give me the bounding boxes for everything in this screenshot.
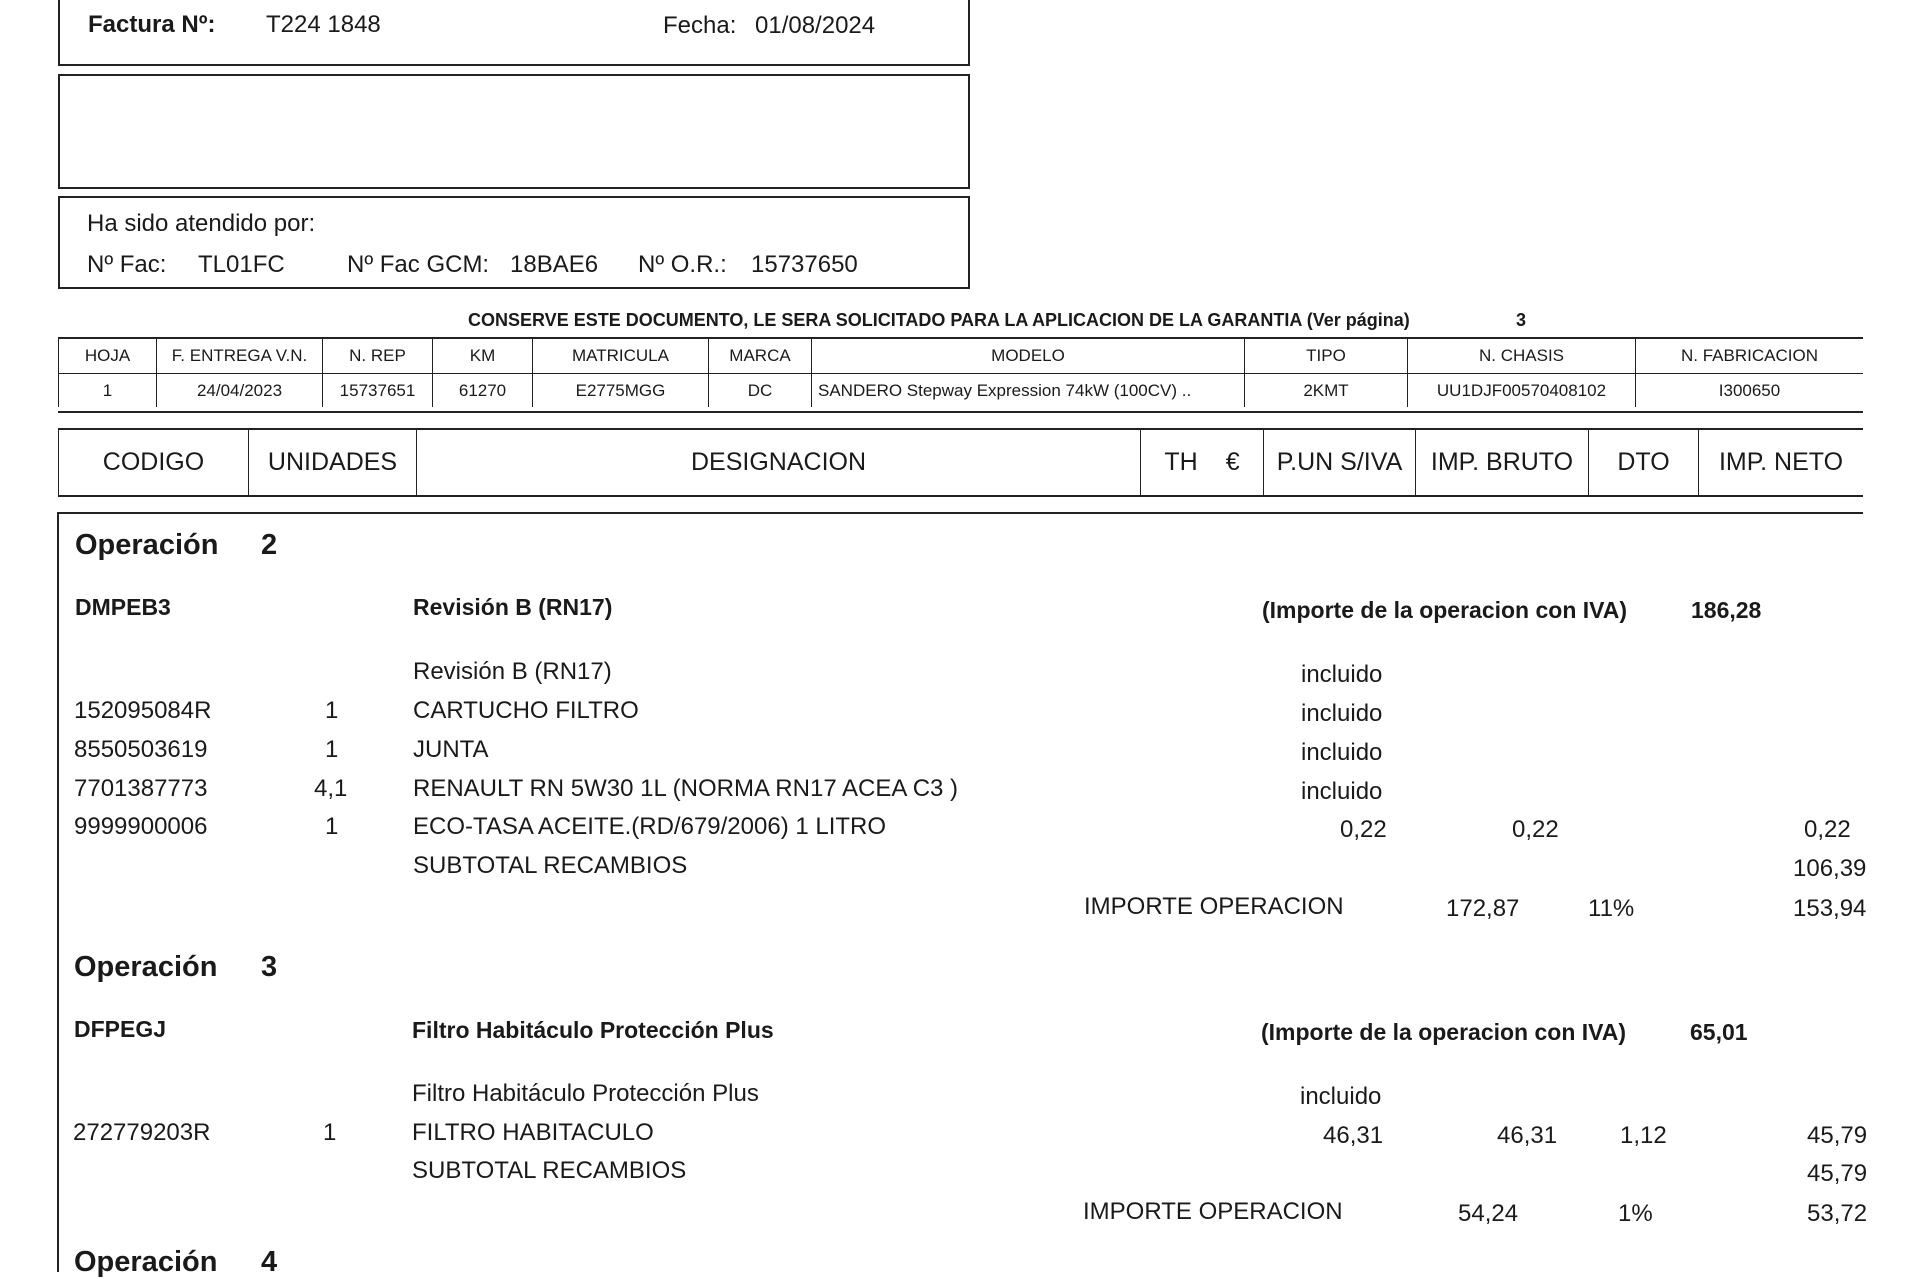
vt-header-marca: MARCA [708, 339, 811, 373]
vt-value-entrega: 24/04/2023 [156, 374, 322, 407]
op2-line2-pun: incluido [1301, 700, 1383, 727]
op2-line5-code: 9999900006 [74, 813, 208, 840]
op2-line1-desc: Revisión B (RN17) [413, 658, 612, 685]
operation-3-code: DFPEGJ [74, 1016, 167, 1042]
op2-line2-code: 152095084R [74, 697, 212, 724]
col-euro: € [1225, 448, 1240, 476]
col-pun: P.UN S/IVA [1263, 430, 1415, 495]
invoice-date-value: 01/08/2024 [755, 12, 876, 39]
vt-value-km: 61270 [432, 374, 532, 407]
vt-header-matricula: MATRICULA [532, 339, 708, 373]
op3-line2-pun: 46,31 [1323, 1122, 1384, 1149]
vt-header-tipo: TIPO [1244, 339, 1407, 373]
operation-2-iva-value: 186,28 [1691, 597, 1762, 623]
vt-value-matricula: E2775MGG [532, 374, 708, 407]
vt-header-km: KM [432, 339, 532, 373]
invoice-date-label: Fecha: [663, 12, 737, 39]
col-designacion: DESIGNACION [416, 430, 1140, 495]
op2-line3-desc: JUNTA [413, 736, 489, 763]
col-neto: IMP. NETO [1698, 430, 1863, 495]
operation-4-label: Operación [74, 1246, 218, 1278]
or-label: Nº O.R.: [638, 251, 727, 278]
op3-subtotal-label: SUBTOTAL RECAMBIOS [412, 1157, 687, 1184]
op2-line5-pun: 0,22 [1340, 816, 1387, 843]
op2-importe-label: IMPORTE OPERACION [1084, 893, 1344, 920]
op3-importe-neto: 53,72 [1807, 1200, 1868, 1227]
vt-value-nrep: 15737651 [322, 374, 432, 407]
vt-value-modelo: SANDERO Stepway Expression 74kW (100CV) .. [811, 374, 1244, 407]
invoice-number-value: T224 1848 [266, 11, 381, 38]
blank-address-box [58, 74, 970, 189]
op2-line1-pun: incluido [1301, 661, 1383, 688]
vt-value-chasis: UU1DJF00570408102 [1407, 374, 1635, 407]
operations-body [57, 512, 1863, 1272]
vt-header-nrep: N. REP [322, 339, 432, 373]
op2-line5-desc: ECO-TASA ACEITE.(RD/679/2006) 1 LITRO [413, 813, 887, 840]
col-bruto: IMP. BRUTO [1415, 430, 1588, 495]
gcm-label: Nº Fac GCM: [347, 251, 490, 278]
op2-line4-pun: incluido [1301, 778, 1383, 805]
op3-line2-code: 272779203R [73, 1119, 211, 1146]
op2-line2-desc: CARTUCHO FILTRO [413, 697, 639, 724]
op2-line3-units: 1 [325, 736, 339, 763]
op2-subtotal-label: SUBTOTAL RECAMBIOS [413, 852, 688, 879]
vt-value-marca: DC [708, 374, 811, 407]
col-th-euro [1140, 430, 1263, 495]
operation-2-label: Operación [75, 529, 219, 561]
vt-header-hoja: HOJA [58, 339, 156, 373]
operation-3-iva-value: 65,01 [1690, 1019, 1748, 1045]
op2-line4-desc: RENAULT RN 5W30 1L (NORMA RN17 ACEA C3 ) [413, 775, 959, 802]
op3-importe-dto: 1% [1618, 1200, 1653, 1227]
op3-line2-dto: 1,12 [1620, 1122, 1667, 1149]
op2-line4-units: 4,1 [314, 775, 348, 802]
gcm-value: 18BAE6 [510, 251, 599, 278]
op3-line2-units: 1 [323, 1119, 337, 1146]
vt-header-modelo: MODELO [811, 339, 1244, 373]
op2-importe-bruto: 172,87 [1446, 895, 1520, 922]
vt-value-fabricacion: I300650 [1635, 374, 1863, 407]
operation-3-name: Filtro Habitáculo Protección Plus [412, 1017, 774, 1043]
col-unidades: UNIDADES [248, 430, 416, 495]
op2-importe-dto: 11% [1588, 895, 1635, 922]
op2-line2-units: 1 [325, 697, 339, 724]
col-dto: DTO [1588, 430, 1698, 495]
nfac-value: TL01FC [198, 251, 285, 278]
operation-2-code: DMPEB3 [75, 594, 171, 620]
op3-line2-neto: 45,79 [1807, 1122, 1868, 1149]
or-value: 15737650 [751, 251, 858, 278]
operation-3-number: 3 [261, 951, 278, 983]
vt-value-tipo: 2KMT [1244, 374, 1407, 407]
op2-line5-bruto: 0,22 [1512, 816, 1559, 843]
op3-importe-bruto: 54,24 [1458, 1200, 1519, 1227]
warranty-notice-page: 3 [1516, 310, 1527, 330]
op2-importe-neto: 153,94 [1793, 895, 1867, 922]
vt-header-fabricacion: N. FABRICACION [1635, 339, 1863, 373]
op2-line5-units: 1 [325, 813, 339, 840]
invoice-number-label: Factura Nº: [88, 11, 216, 38]
vt-value-hoja: 1 [58, 374, 156, 407]
operation-3-label: Operación [74, 951, 218, 983]
operation-2-name: Revisión B (RN17) [413, 594, 613, 620]
nfac-label: Nº Fac: [87, 251, 167, 278]
op2-line4-code: 7701387773 [74, 775, 208, 802]
vehicle-value-row [58, 374, 1863, 407]
op3-line1-desc: Filtro Habitáculo Protección Plus [412, 1080, 759, 1107]
op3-importe-label: IMPORTE OPERACION [1083, 1198, 1343, 1225]
op3-line1-pun: incluido [1300, 1083, 1382, 1110]
operation-3-iva-label: (Importe de la operacion con IVA) [1261, 1019, 1627, 1045]
vt-header-chasis: N. CHASIS [1407, 339, 1635, 373]
vt-header-entrega: F. ENTREGA V.N. [156, 339, 322, 373]
vehicle-header-row [58, 339, 1863, 373]
operation-4-number: 4 [261, 1246, 278, 1278]
op3-subtotal-value: 45,79 [1807, 1160, 1868, 1187]
attended-by-label: Ha sido atendido por: [87, 210, 316, 237]
op2-line3-code: 8550503619 [74, 736, 208, 763]
op2-subtotal-value: 106,39 [1793, 855, 1867, 882]
operation-2-iva-label: (Importe de la operacion con IVA) [1262, 597, 1628, 623]
op2-line3-pun: incluido [1301, 739, 1383, 766]
col-th: TH [1164, 448, 1198, 476]
op3-line2-desc: FILTRO HABITACULO [412, 1119, 654, 1146]
op2-line5-neto: 0,22 [1804, 816, 1851, 843]
op3-line2-bruto: 46,31 [1497, 1122, 1558, 1149]
col-codigo: CODIGO [58, 430, 248, 495]
column-header-row [58, 428, 1863, 497]
operation-2-number: 2 [261, 529, 278, 561]
warranty-notice: CONSERVE ESTE DOCUMENTO, LE SERA SOLICITADO PARA LA APLICACION DE LA GARANTIA (Ver página) [468, 310, 1410, 330]
